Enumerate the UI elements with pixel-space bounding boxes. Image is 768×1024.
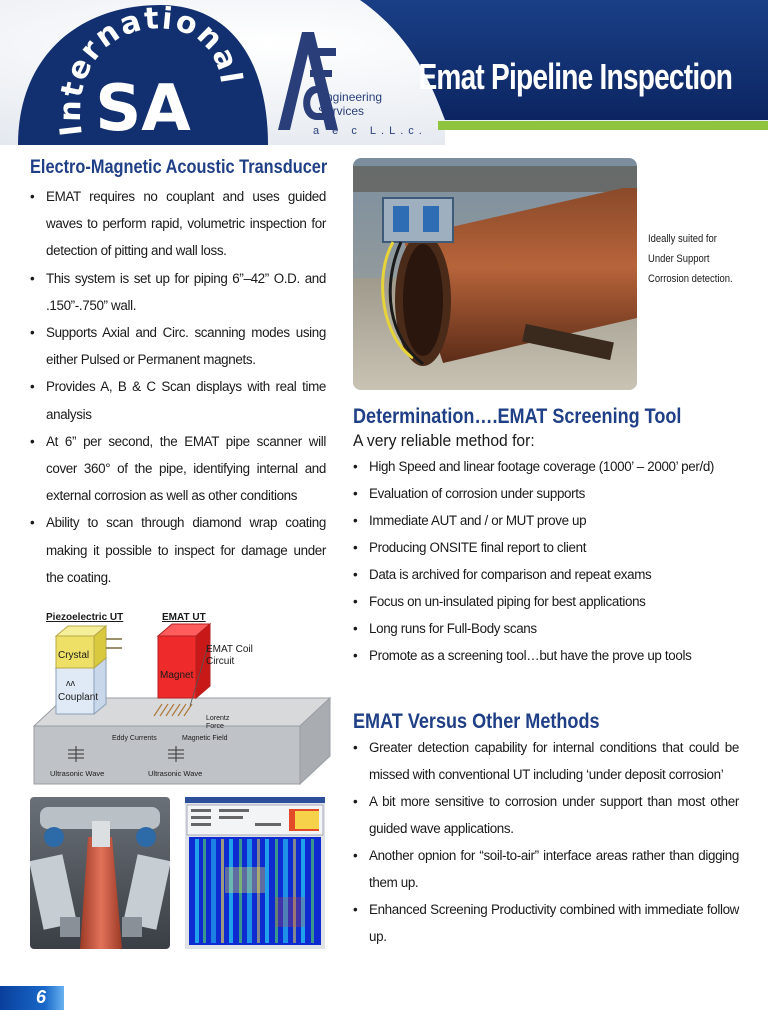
side-note-under-support: Ideally suited for Under Support Corrosion detection. xyxy=(648,233,733,285)
piezo-vs-emat-diagram xyxy=(30,606,340,786)
list-item: • Another opnion for “soil-to-air” interface areas rather than digging them up. xyxy=(353,842,739,896)
ultrasonic-wave-label-2: Ultrasonic Wave xyxy=(148,769,203,778)
page-number: 6 xyxy=(36,987,47,1007)
section-heading-versus: EMAT Versus Other Methods xyxy=(353,710,600,733)
list-item: • Evaluation of corrosion under supports xyxy=(353,480,739,507)
magnetic-field-label: Magnetic Field xyxy=(182,735,228,742)
list-item: • Data is archived for comparison and repeat exams xyxy=(353,561,739,588)
list-item: • Greater detection capability for internal conditions that could be missed with conventional UT including ‘under deposit corrosion’ xyxy=(353,734,739,788)
list-item: • Ability to scan through diamond wrap coating making it possible to inspect for damage under the coating. xyxy=(30,509,326,591)
versus-bullet-list xyxy=(353,734,739,950)
list-item: • At 6” per second, the EMAT pipe scanner will cover 360° of the pipe, identifying internal and external corrosion as well as other conditions xyxy=(30,428,326,510)
section-subheading-reliable: A very reliable method for: xyxy=(353,431,535,450)
screening-bullet-list xyxy=(353,453,739,669)
list-item: • Producing ONSITE final report to client xyxy=(353,534,739,561)
section-heading-emat: Electro-Magnetic Acoustic Transducer xyxy=(30,157,328,178)
list-item: • A bit more sensitive to corrosion under support than most other guided wave applications. xyxy=(353,788,739,842)
pipe-inspection-photo xyxy=(353,158,637,390)
piezo-title: Piezoelectric UT xyxy=(46,612,124,623)
list-item: • Provides A, B & C Scan displays with real time analysis xyxy=(30,373,326,427)
emat-versus-section xyxy=(353,710,739,950)
emat-scanner-photo xyxy=(30,797,170,949)
aec-engineering-services: Engineering Services xyxy=(318,90,383,118)
page-header xyxy=(0,0,768,145)
section-heading-screening: Determination….EMAT Screening Tool xyxy=(353,405,682,428)
force-label: Force xyxy=(206,723,224,730)
circuit-label: Circuit xyxy=(206,656,235,667)
screening-tool-section xyxy=(353,405,739,669)
logo-word-international: International xyxy=(52,1,249,138)
list-item: • High Speed and linear footage coverage (1000’ – 2000’ per/d) xyxy=(353,453,739,480)
list-item: • Enhanced Screening Productivity combined with immediate follow up. xyxy=(353,896,739,950)
eddy-currents-label: Eddy Currents xyxy=(112,735,157,742)
crystal-label: Crystal xyxy=(58,650,90,661)
list-item: • Promote as a screening tool…but have the prove up tools xyxy=(353,642,739,669)
aec-llc-text: a e c L.L.c. xyxy=(313,125,427,137)
list-item: • Long runs for Full-Body scans xyxy=(353,615,739,642)
page-title: Emat Pipeline Inspection xyxy=(418,56,732,97)
page-number-bar xyxy=(0,986,64,1010)
logo-letters-sa: SA xyxy=(95,72,191,145)
emat-description-section xyxy=(30,157,326,591)
list-item: • Focus on un-insulated piping for best applications xyxy=(353,588,739,615)
list-item: • Supports Axial and Circ. scanning modes using either Pulsed or Permanent magnets. xyxy=(30,319,326,373)
couplant-wave-icon: ᴧᴧ xyxy=(66,678,75,688)
ultrasonic-wave-label-1: Ultrasonic Wave xyxy=(50,769,105,778)
magnet-label: Magnet xyxy=(160,670,194,681)
emat-bullet-list xyxy=(30,183,326,591)
list-item: • Immediate AUT and / or MUT prove up xyxy=(353,507,739,534)
emat-title: EMAT UT xyxy=(162,612,206,623)
cscan-display-screenshot xyxy=(185,797,325,949)
list-item: • This system is set up for piping 6”–42” O.D. and .150”-.750” wall. xyxy=(30,265,326,319)
couplant-label: Couplant xyxy=(58,692,99,703)
aec-logo-icon xyxy=(272,26,344,136)
list-item: • EMAT requires no couplant and uses guided waves to perform rapid, volumetric inspection for detection of pitting and wall loss. xyxy=(30,183,326,265)
emat-coil-label: EMAT Coil xyxy=(206,644,253,655)
lorentz-label: Lorentz xyxy=(206,715,230,722)
international-sa-logo xyxy=(0,0,300,145)
